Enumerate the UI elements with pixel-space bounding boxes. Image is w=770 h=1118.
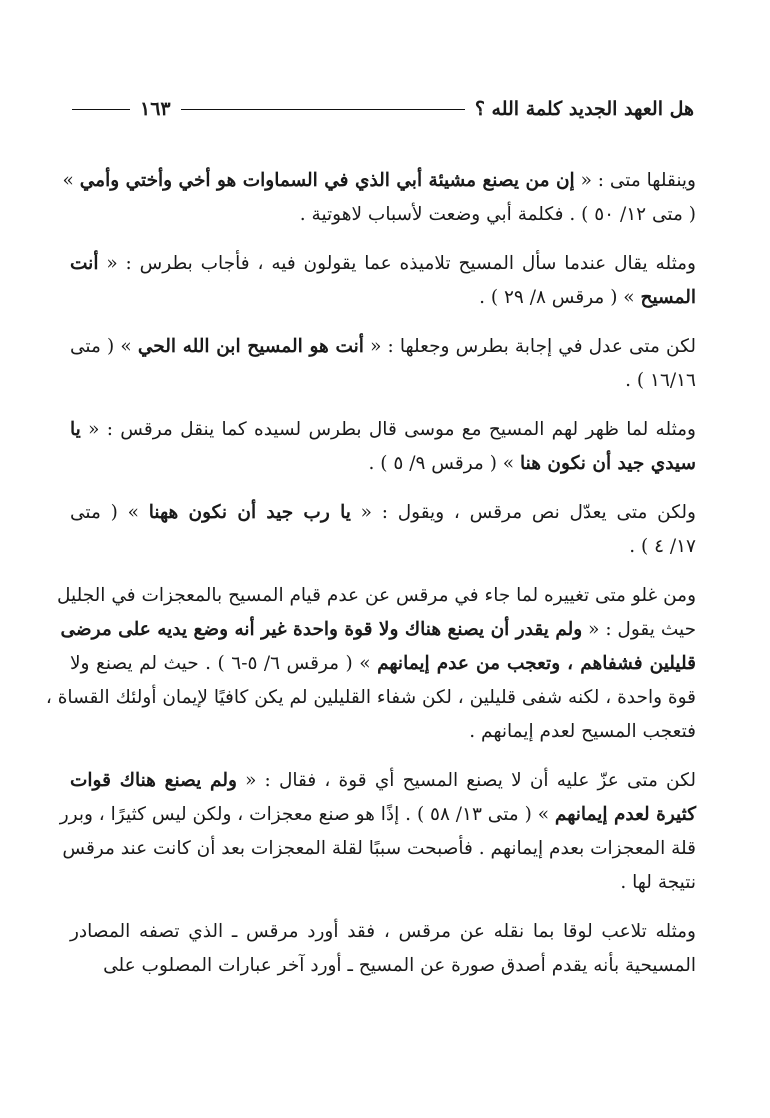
paragraph-gap: [70, 232, 696, 247]
text-segment: ١٧/ ٤ ) .: [629, 536, 696, 557]
quoted-text: إن من يصنع مشيئة أبي الذي في السماوات هو أخي وأختي وأمي: [79, 170, 575, 191]
text-line: [57, 579, 696, 613]
paragraph: [70, 496, 696, 564]
text-segment: » ( متى: [70, 336, 138, 357]
quoted-text: يا: [70, 419, 81, 440]
text-segment: ولكن متى يعدّل نص مرقس ، ويقول : «: [350, 502, 696, 523]
text-line: [70, 496, 696, 530]
text-segment: لكن متى عدل في إجابة بطرس وجعلها : «: [363, 336, 696, 357]
text-line: [62, 164, 696, 198]
text-line: [70, 530, 696, 564]
quoted-text: ولم يقدر أن يصنع هناك ولا قوة واحدة غير أنه وضع يديه على مرضى: [60, 619, 583, 640]
paragraph: [70, 915, 696, 983]
text-line: [70, 330, 696, 364]
text-segment: » ( مرقس ٩/ ٥ ) .: [368, 453, 521, 474]
text-line: [70, 715, 696, 749]
text-segment: حيث يقول : «: [582, 619, 696, 640]
text-segment: ومن غلو متى تغييره لما جاء في مرقس عن عدم قيام المسيح بالمعجزات في الجليل: [57, 585, 696, 606]
running-header: [72, 92, 694, 126]
text-line: [70, 281, 696, 315]
text-line: [70, 764, 696, 798]
text-segment: لكن متى عزّ عليه أن لا يصنع المسيح أي قوة ، فقال : «: [236, 770, 696, 791]
paragraph: [70, 413, 696, 481]
text-segment: » ( مرقس ٦/ ٥-٦ ) . حيث لم يصنع ولا: [70, 653, 378, 674]
text-line: [45, 681, 696, 715]
text-line: [70, 866, 696, 900]
paragraph-gap: [70, 900, 696, 915]
quoted-text: أنت هو المسيح ابن الله الحي: [137, 336, 364, 357]
paragraph: [70, 247, 696, 315]
text-segment: » ( متى: [70, 502, 149, 523]
running-title: هل العهد الجديد كلمة الله ؟: [474, 98, 694, 120]
paragraph-gap: [70, 564, 696, 579]
paragraph-gap: [70, 315, 696, 330]
header-rule-end: [72, 109, 130, 110]
text-line: [70, 247, 696, 281]
paragraph: [70, 330, 696, 398]
text-line: [70, 198, 696, 232]
quoted-text: قليلين فشفاهم ، وتعجب من عدم إيمانهم: [377, 653, 696, 674]
quoted-text: كثيرة لعدم إيمانهم: [554, 804, 696, 825]
text-segment: فتعجب المسيح لعدم إيمانهم .: [469, 721, 696, 742]
quoted-text: سيدي جيد أن نكون هنا: [520, 453, 696, 474]
text-segment: ومثله يقال عندما سأل المسيح تلاميذه عما يقولون فيه ، فأجاب بطرس : «: [98, 253, 696, 274]
quoted-text: يا رب جيد أن نكون ههنا: [148, 502, 351, 523]
header-rule: [181, 109, 465, 110]
text-segment: »: [62, 170, 80, 191]
text-segment: المسيحية بأنه يقدم أصدق صورة عن المسيح ـ أورد آخر عبارات المصلوب على: [103, 955, 696, 976]
text-segment: » ( متى ١٣/ ٥٨ ) . إذًا هو صنع معجزات ، ولكن ليس كثيرًا ، وبرر: [59, 804, 555, 825]
text-line: [70, 949, 696, 983]
text-line: [70, 647, 696, 681]
text-line: [60, 613, 696, 647]
text-segment: قوة واحدة ، لكنه شفى قليلين ، لكن شفاء القليلين لم يكن كافيًا لإيمان أولئك القساة ،: [45, 687, 696, 708]
paragraph: [59, 764, 696, 900]
text-segment: قلة المعجزات بعدم إيمانهم . فأصبحت سببًا لقلة المعجزات بعد أن كانت عند مرقس: [62, 838, 696, 859]
text-segment: » ( مرقس ٨/ ٢٩ ) .: [479, 287, 641, 308]
text-segment: ومثله تلاعب لوقا بما نقله عن مرقس ، فقد أورد مرقس ـ الذي تصفه المصادر: [70, 921, 696, 942]
page-number: ١٦٣: [140, 98, 171, 120]
text-segment: ومثله لما ظهر لهم المسيح مع موسى قال بطرس لسيده كما ينقل مرقس : «: [80, 419, 696, 440]
quoted-text: المسيح: [640, 287, 696, 308]
text-segment: ١٦/١٦ ) .: [625, 370, 696, 391]
text-line: [70, 915, 696, 949]
paragraph: [45, 579, 696, 749]
text-line: [70, 364, 696, 398]
text-line: [62, 832, 696, 866]
paragraph-gap: [70, 749, 696, 764]
text-segment: وينقلها متى : «: [574, 170, 696, 191]
paragraph: [62, 164, 696, 232]
quoted-text: أنت: [70, 253, 99, 274]
quoted-text: ولم يصنع هناك قوات: [70, 770, 237, 791]
paragraph-gap: [70, 481, 696, 496]
text-segment: ( متى ١٢/ ٥٠ ) . فكلمة أبي وضعت لأسباب لاهوتية .: [299, 204, 696, 225]
text-line: [70, 447, 696, 481]
text-segment: نتيجة لها .: [620, 872, 696, 893]
paragraph-gap: [70, 398, 696, 413]
body-text: [45, 164, 696, 983]
text-line: [70, 413, 696, 447]
text-line: [59, 798, 696, 832]
